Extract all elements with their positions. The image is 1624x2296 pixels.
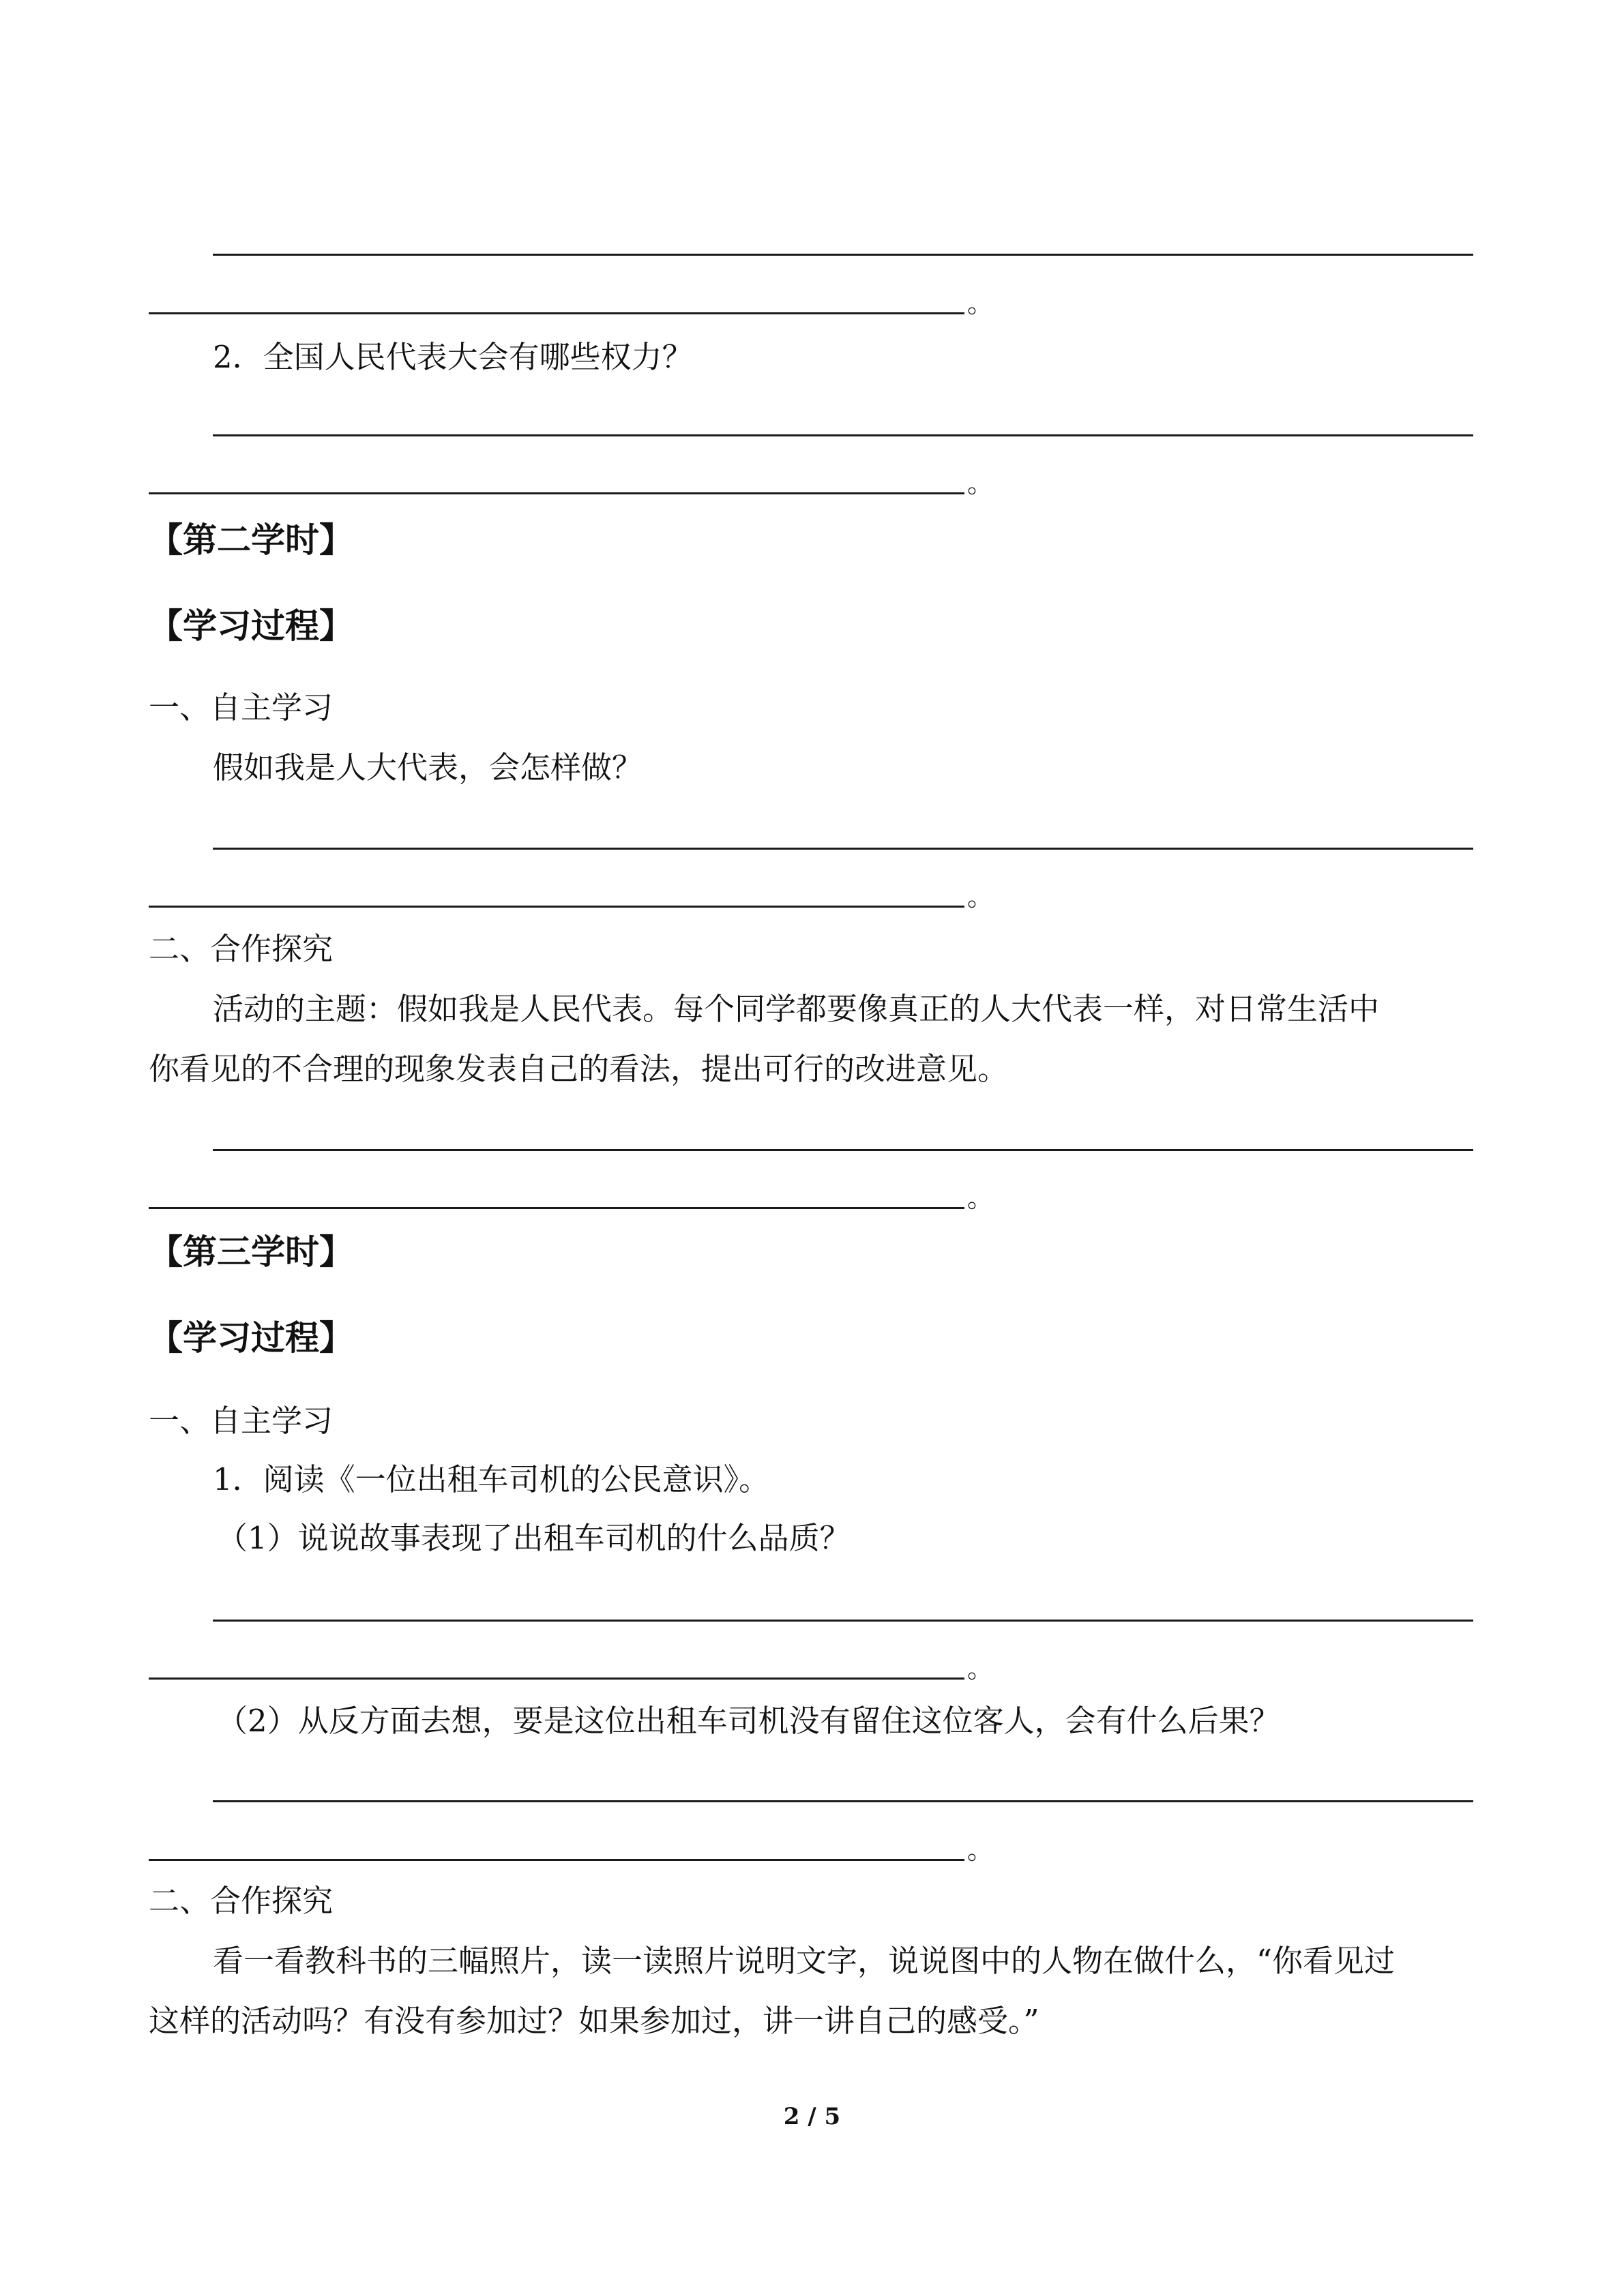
lesson-3-coop-para-line-2: 这样的活动吗？有没有参加过？如果参加过，讲一讲自己的感受。” bbox=[149, 2003, 1039, 2039]
answer-line bbox=[213, 848, 1473, 850]
period-mark: 。 bbox=[967, 1183, 994, 1213]
lesson-2-self-study-heading: 一、自主学习 bbox=[149, 689, 334, 726]
lesson-2-self-study-question: 假如我是人大代表，会怎样做？ bbox=[213, 749, 643, 786]
lesson-2-coop-para-line-1: 活动的主题：假如我是人民代表。每个同学都要像真正的人大代表一样，对日常生活中 bbox=[213, 991, 1380, 1027]
lesson-2-process: 【学习过程】 bbox=[149, 606, 353, 646]
answer-line bbox=[149, 492, 964, 494]
question-2: 2．全国人民代表大会有哪些权力？ bbox=[213, 339, 693, 375]
period-mark: 。 bbox=[967, 1835, 994, 1865]
answer-line bbox=[213, 254, 1473, 256]
lesson-3-coop-heading: 二、合作探究 bbox=[149, 1883, 334, 1919]
lesson-2-coop-heading: 二、合作探究 bbox=[149, 931, 334, 967]
answer-line bbox=[213, 434, 1473, 436]
lesson-2-title: 【第二学时】 bbox=[149, 520, 353, 560]
answer-line bbox=[149, 1859, 964, 1861]
lesson-3-sub-question-2: （2）从反方面去想，要是这位出租车司机没有留住这位客人，会有什么后果？ bbox=[217, 1703, 1280, 1739]
answer-line bbox=[149, 1678, 964, 1680]
answer-line bbox=[149, 906, 964, 908]
answer-line bbox=[149, 312, 964, 314]
answer-line bbox=[149, 1207, 964, 1209]
answer-line bbox=[213, 1149, 1473, 1151]
lesson-2-coop-para-line-2: 你看见的不合理的现象发表自己的看法，提出可行的改进意见。 bbox=[149, 1051, 1009, 1087]
period-mark: 。 bbox=[967, 1654, 994, 1684]
lesson-3-sub-question-1: （1）说说故事表现了出租车司机的什么品质？ bbox=[217, 1520, 851, 1556]
period-mark: 。 bbox=[967, 882, 994, 912]
page-number: 2 / 5 bbox=[783, 2103, 841, 2130]
answer-line bbox=[213, 1620, 1473, 1622]
answer-line bbox=[213, 1800, 1473, 1802]
period-mark: 。 bbox=[967, 288, 994, 318]
lesson-3-item-1: 1．阅读《一位出租车司机的公民意识》。 bbox=[213, 1461, 770, 1497]
lesson-3-self-study-heading: 一、自主学习 bbox=[149, 1403, 334, 1439]
period-mark: 。 bbox=[967, 468, 994, 498]
lesson-3-title: 【第三学时】 bbox=[149, 1232, 353, 1272]
lesson-3-coop-para-line-1: 看一看教科书的三幅照片，读一读照片说明文字，说说图中的人物在做什么，“你看见过 bbox=[213, 1943, 1396, 1979]
lesson-3-process: 【学习过程】 bbox=[149, 1318, 353, 1358]
